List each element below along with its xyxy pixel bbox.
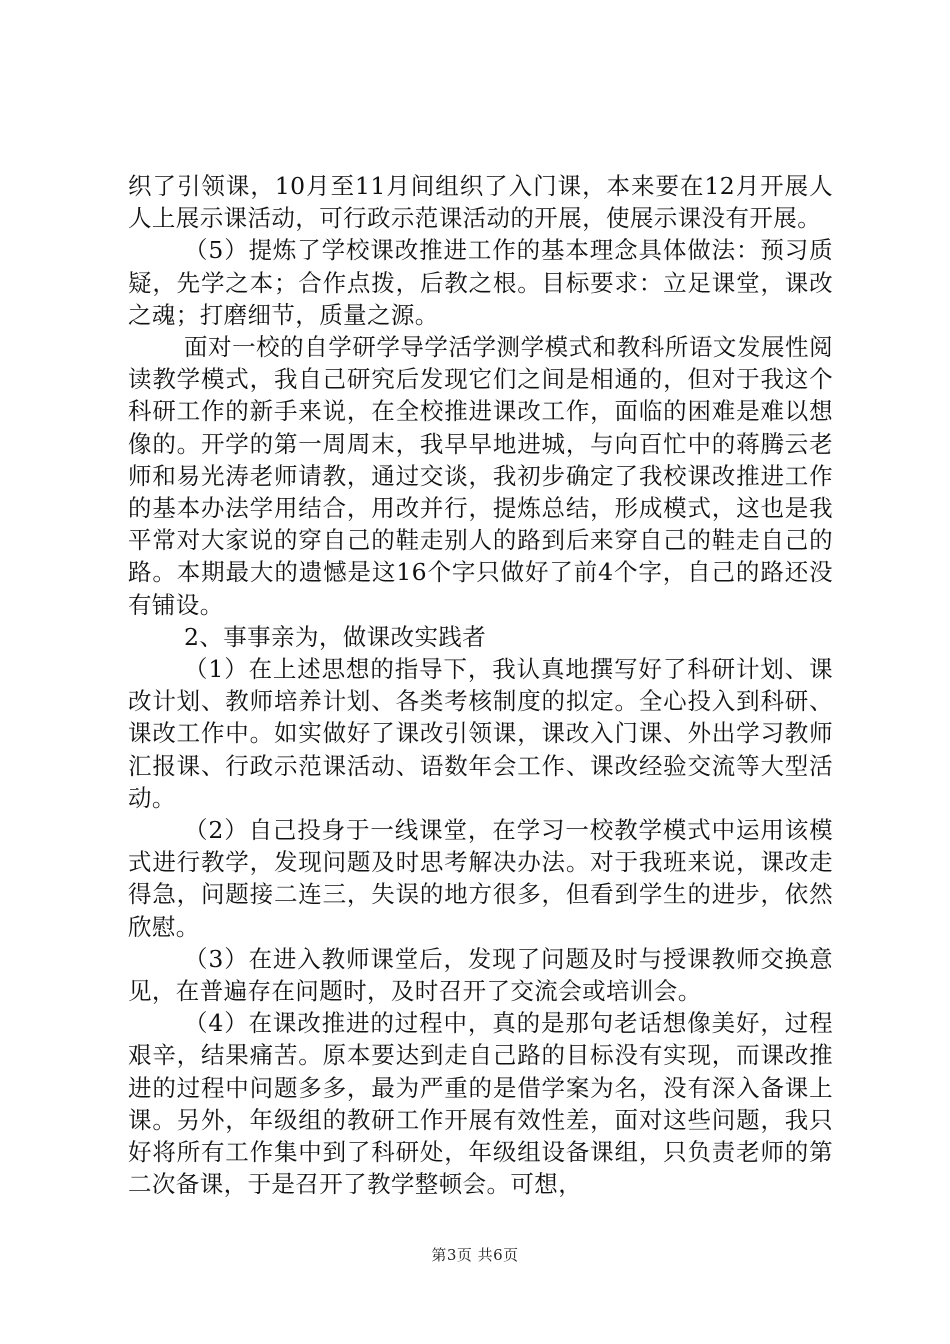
paragraph-item-5: （5）提炼了学校课改推进工作的基本理念具体做法：预习质疑，先学之本；合作点拨，后教之根。目标要求：立足课堂，课改之魂；打磨细节，质量之源。 <box>128 236 833 329</box>
paragraph-body: 面对一校的自学研学导学活学测学模式和教科所语文发展性阅读教学模式，我自己研究后发现它们之间是相通的，但对于我这个科研工作的新手来说，在全校推进课改工作，面临的困难是难以想像的。开学的第一周周末，我早早地进城，与向百忙中的蒋腾云老师和易光涛老师请教，通过交谈，我初步确定了我校课改推进工作的基本办法学用结合，用改并行，提炼总结，形成模式，这也是我平常对大家说的穿自己的鞋走别人的路到后来穿自己的鞋走自己的路。本期最大的遗憾是这16个字只做好了前4个字，自己的路还没有铺设。 <box>128 333 833 619</box>
paragraph-item-1: （1）在上述思想的指导下，我认真地撰写好了科研计划、课改计划、教师培养计划、各类考核制度的拟定。全心投入到科研、课改工作中。如实做好了课改引领课，课改入门课、外出学习教师汇报课、行政示范课活动、语数年会工作、课改经验交流等大型活动。 <box>128 655 833 812</box>
paragraph-item-4: （4）在课改推进的过程中，真的是那句老话想像美好，过程艰辛，结果痛苦。原本要达到走自己路的目标没有实现，而课改推进的过程中问题多多，最为严重的是借学案为名，没有深入备课上课。另外，年级组的教研工作开展有效性差，面对这些问题，我只好将所有工作集中到了科研处，年级组设备课组，只负责老师的第二次备课，于是召开了教学整顿会。可想， <box>128 1009 833 1199</box>
page-footer: 第3页 共6页 <box>431 1246 519 1264</box>
paragraph-item-2: （2）自己投身于一线课堂，在学习一校教学模式中运用该模式进行教学，发现问题及时思考解决办法。对于我班来说，课改走得急，问题接二连三，失误的地方很多，但看到学生的进步，依然欣慰。 <box>128 816 833 941</box>
paragraph-continuation: 织了引领课，10月至11月间组织了入门课，本来要在12月开展人人上展示课活动，可行政示范课活动的开展，使展示课没有开展。 <box>128 172 833 233</box>
document-body <box>128 170 833 1201</box>
paragraph-item-3: （3）在进入教师课堂后，发现了问题及时与授课教师交换意见，在普遍存在问题时，及时召开了交流会或培训会。 <box>128 944 833 1006</box>
section-heading: 2、事事亲为，做课改实践者 <box>184 622 487 651</box>
